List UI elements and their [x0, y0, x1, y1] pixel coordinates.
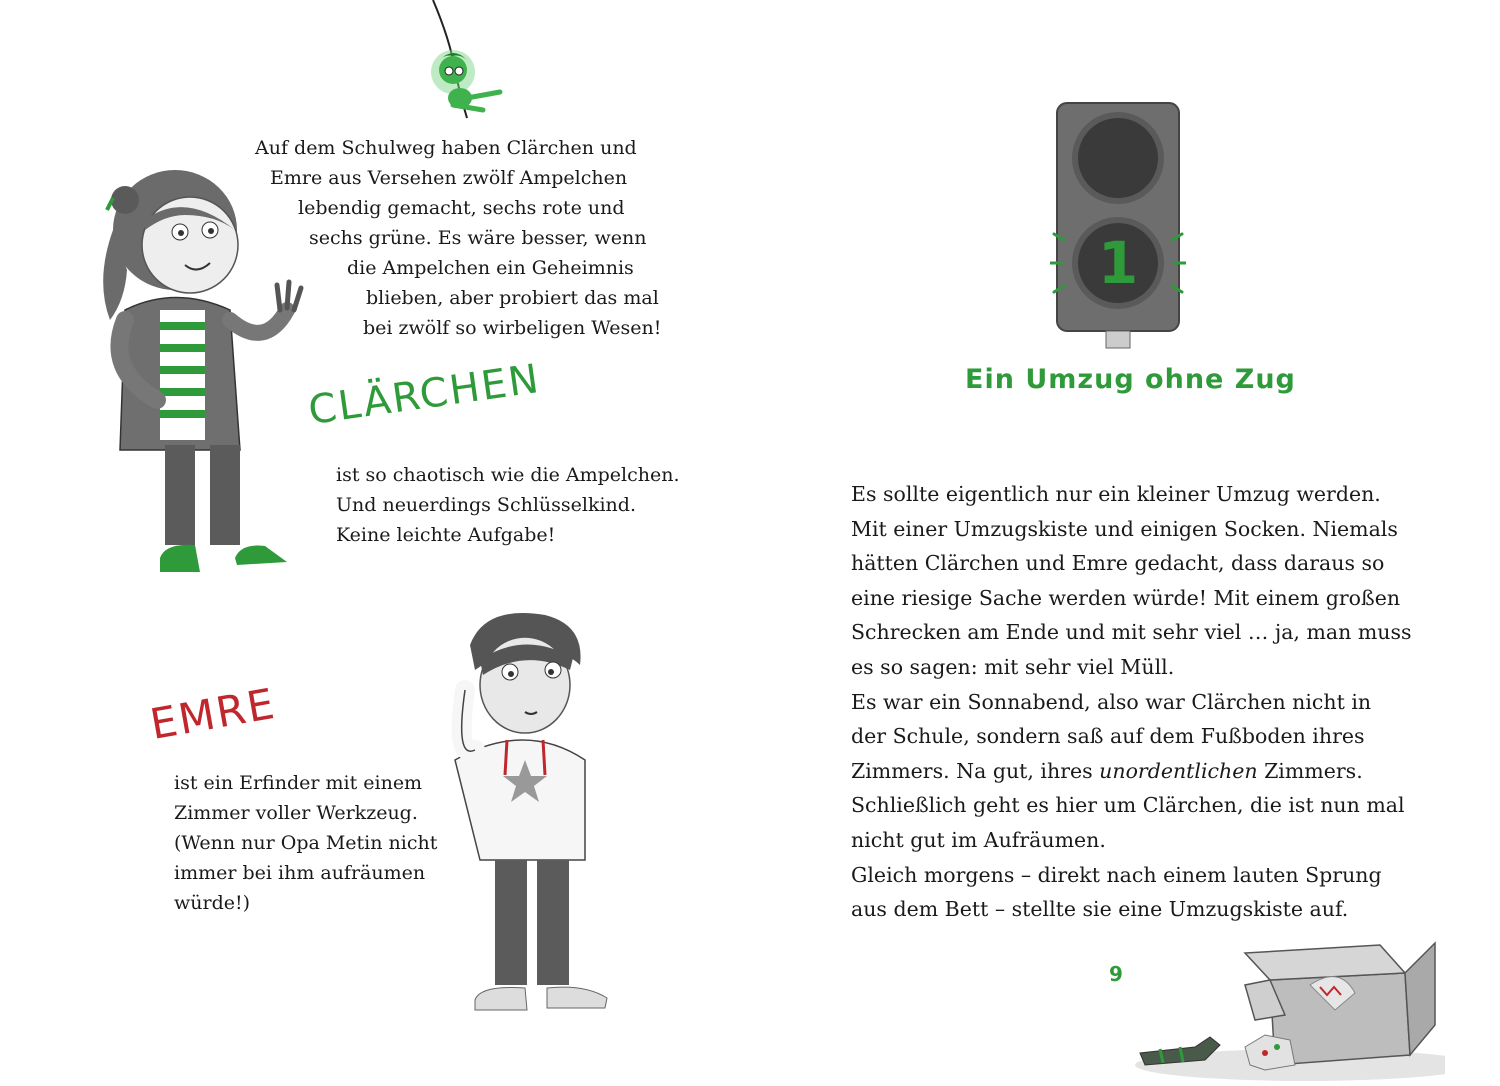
claerchen-name: CLÄRCHEN — [305, 355, 544, 434]
body-line-text: es so sagen: mit sehr viel Müll. — [851, 655, 1175, 679]
page-number: 9 — [1109, 962, 1123, 986]
intro-line-4: sechs grüne. Es wäre besser, wenn — [309, 227, 647, 249]
traffic-light-number: 1 — [1097, 229, 1139, 297]
body-line — [851, 581, 1400, 615]
body-line — [851, 512, 1398, 546]
body-line — [851, 685, 1371, 719]
body-line — [851, 823, 1106, 857]
body-line — [851, 719, 1365, 753]
body-line — [851, 546, 1384, 580]
body-line-text: Zimmers. Na gut, ihres — [851, 758, 1100, 783]
body-line-text: aus dem Bett – stellte sie eine Umzugskiste auf. — [851, 897, 1349, 922]
body-line-text: Schließlich geht es hier um Clärchen, die ist nun mal — [851, 793, 1405, 818]
body-line — [851, 615, 1412, 649]
body-line — [851, 788, 1405, 822]
emre-desc-line-1: ist ein Erfinder mit einem — [174, 772, 423, 794]
green-ampelchen-illustration — [405, 0, 525, 120]
emre-illustration — [435, 600, 625, 1020]
emre-desc-line-4: immer bei ihm aufräumen — [174, 862, 426, 884]
body-line — [851, 650, 1174, 684]
body-line-text: Es sollte eigentlich nur ein kleiner Umzug werden. — [851, 482, 1381, 506]
body-line-text: Zimmers. — [1257, 758, 1363, 783]
intro-line-7: bei zwölf so wirbeligen Wesen! — [363, 317, 662, 339]
emre-desc-line-5: würde!) — [174, 892, 251, 914]
chapter-title: Ein Umzug ohne Zug — [965, 364, 1296, 395]
body-line-text: der Schule, sondern saß auf dem Fußboden ihres — [851, 724, 1365, 749]
body-line-text: Schrecken am Ende und mit sehr viel … ja, man muss — [851, 620, 1412, 645]
emre-desc-line-3: (Wenn nur Opa Metin nicht — [174, 832, 438, 854]
body-line-text: Es war ein Sonnabend, also war Clärchen nicht in — [851, 689, 1372, 714]
body-line-text: hätten Clärchen und Emre gedacht, dass daraus so — [851, 551, 1385, 576]
intro-line-5: die Ampelchen ein Geheimnis — [347, 257, 634, 279]
body-line-text: Gleich morgens – direkt nach einem lauten Sprung — [851, 862, 1382, 887]
body-line-text: nicht gut im Aufräumen. — [851, 828, 1106, 852]
claerchen-illustration — [65, 160, 325, 580]
body-line-emphasis: unordentlichen — [1099, 758, 1258, 783]
claerchen-desc-line-3: Keine leichte Aufgabe! — [336, 524, 556, 546]
body-line — [851, 477, 1381, 511]
body-line — [851, 858, 1382, 892]
body-line — [851, 754, 1363, 788]
intro-line-2: Emre aus Versehen zwölf Ampelchen — [270, 167, 628, 189]
body-line-text: Mit einer Umzugskiste und einigen Socken. Niemals — [851, 516, 1398, 541]
claerchen-desc-line-1: ist so chaotisch wie die Ampelchen. — [336, 464, 680, 486]
moving-box-illustration — [1105, 925, 1445, 1083]
emre-desc-line-2: Zimmer voller Werkzeug. — [174, 802, 418, 824]
traffic-light-icon — [1050, 100, 1186, 350]
claerchen-desc-line-2: Und neuerdings Schlüsselkind. — [336, 494, 636, 516]
intro-line-6: blieben, aber probiert das mal — [366, 287, 659, 309]
body-line — [851, 892, 1348, 926]
intro-line-3: lebendig gemacht, sechs rote und — [298, 197, 625, 219]
emre-name: EMRE — [146, 678, 280, 749]
intro-line-1: Auf dem Schulweg haben Clärchen und — [255, 137, 637, 159]
body-line-text: eine riesige Sache werden würde! Mit einem großen — [851, 585, 1401, 610]
